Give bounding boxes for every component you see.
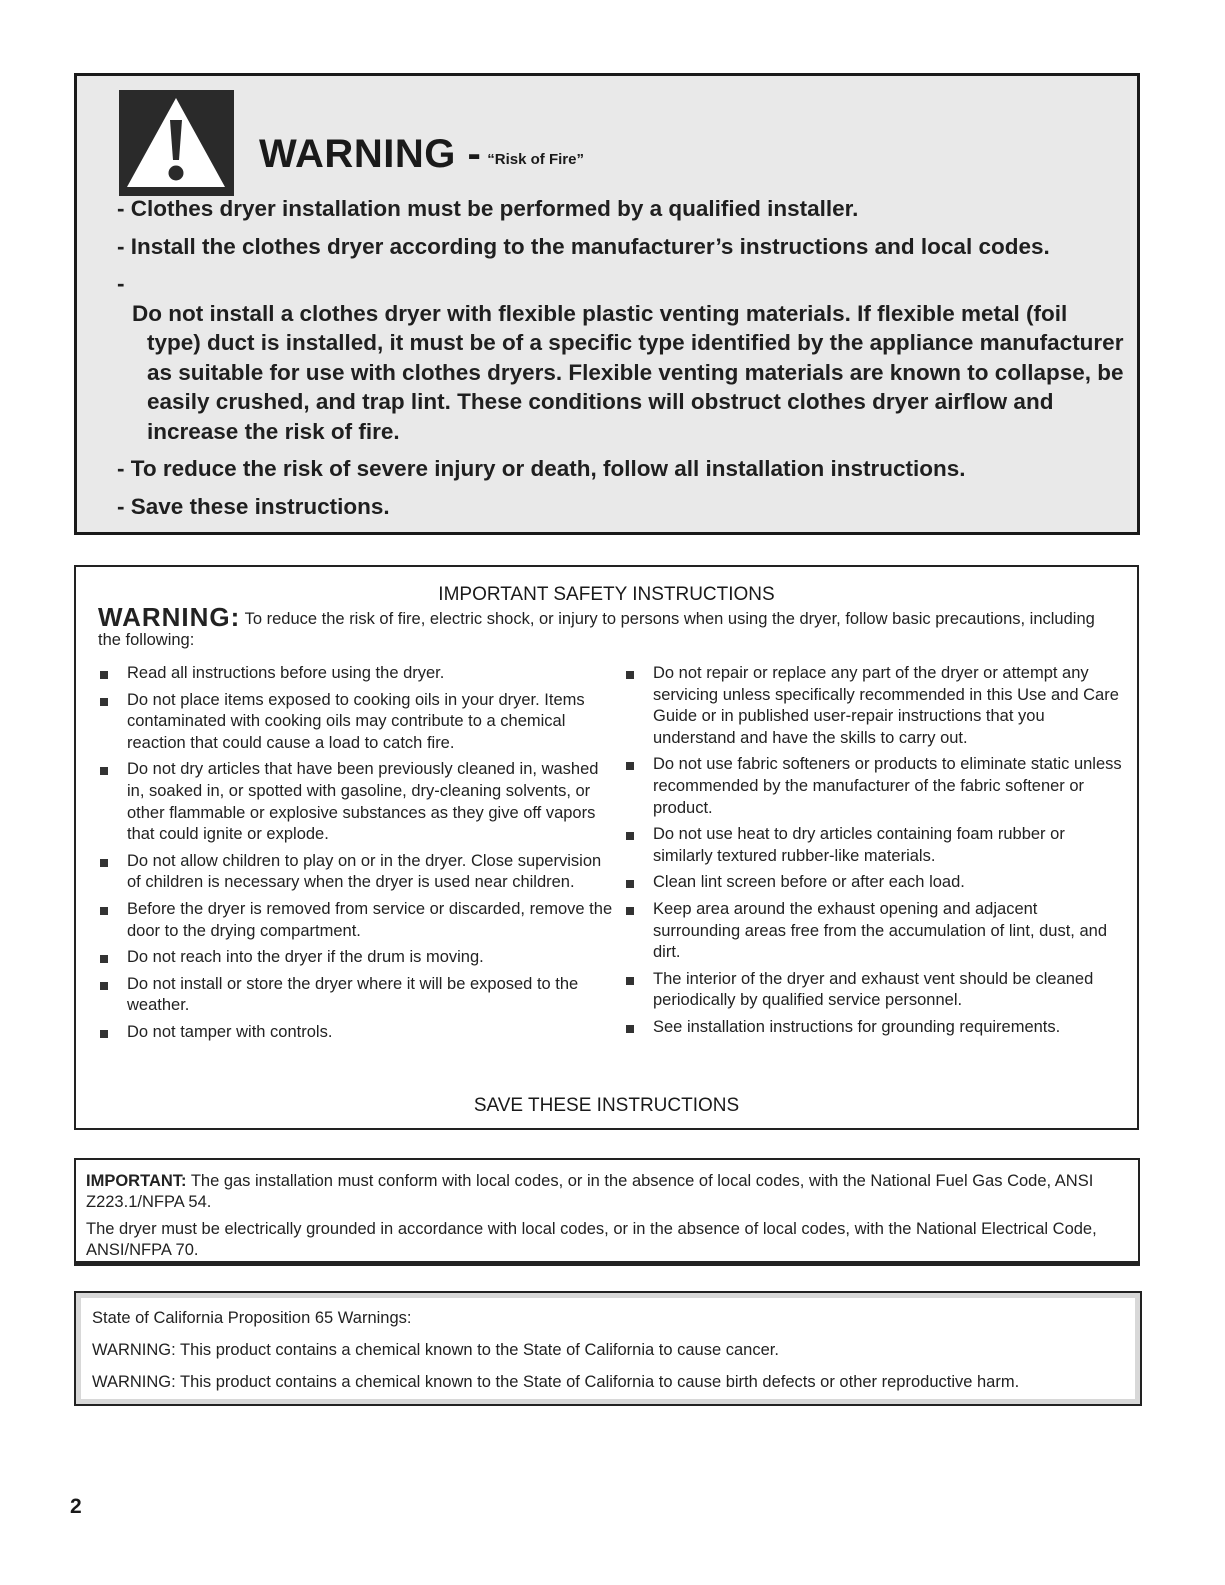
list-item (624, 754, 1124, 819)
list-item (624, 824, 1124, 867)
square-bullet-icon (626, 671, 634, 679)
list-item-text: The interior of the dryer and exhaust vent should be cleaned periodically by qualified service personnel. (653, 969, 1094, 1010)
fire-warning-item (117, 269, 1127, 446)
square-bullet-icon (626, 907, 634, 915)
item-text: Do not install a clothes dryer with flexible plastic venting materials. If flexible metal (foil type) duct is installed, it must be of a specific type identified by the appliance manufacturer as suitable for use with clothes dryers. Flexible venting materials are known to collapse, be easily crushed, and trap lint. These conditions will obstruct clothes dryer airflow and increase the risk of fire. (132, 300, 1124, 444)
item-text: Install the clothes dryer according to the manufacturer’s instructions and local codes. (130, 233, 1050, 259)
warning-word: WARNING: (98, 602, 241, 632)
square-bullet-icon (100, 955, 108, 963)
list-item-text: Do not repair or replace any part of the dryer or attempt any servicing unless specifically recommended in this Use and Care Guide or in published user-repair instructions that you understand and have the skills to carry out. (653, 664, 1119, 747)
list-item (98, 663, 618, 685)
item-dash: - (117, 456, 125, 481)
square-bullet-icon (100, 982, 108, 990)
list-item (98, 851, 618, 894)
fire-warning-list (117, 194, 1127, 529)
fire-warning-item (117, 232, 1127, 262)
prop65-warning-cancer: WARNING: This product contains a chemical known to the State of California to cause cancer. (92, 1341, 779, 1359)
fire-warning-item (117, 194, 1127, 224)
fire-warning-item (117, 454, 1127, 484)
list-item (98, 899, 618, 942)
safety-list-right (624, 663, 1124, 1044)
list-item (624, 899, 1124, 964)
grounding-note: The dryer must be electrically grounded in accordance with local codes, or in the absence of local codes, with the National Electrical Code, ANSI/NFPA 70. (86, 1220, 1097, 1259)
list-item (624, 872, 1124, 894)
item-text: To reduce the risk of severe injury or death, follow all installation instructions. (130, 456, 966, 481)
fire-warning-title (259, 132, 584, 177)
list-item-text: See installation instructions for grounding requirements. (653, 1017, 1061, 1036)
square-bullet-icon (100, 859, 108, 867)
prop65-heading: State of California Proposition 65 Warnings: (92, 1309, 412, 1327)
prop65-box (74, 1291, 1142, 1406)
item-dash: - (117, 196, 125, 221)
square-bullet-icon (100, 767, 108, 775)
item-text: Save these instructions. (130, 493, 390, 519)
list-item-text: Clean lint screen before or after each load. (653, 873, 965, 892)
square-bullet-icon (100, 671, 108, 679)
list-item-text: Do not tamper with controls. (127, 1022, 333, 1041)
list-item (624, 1017, 1124, 1039)
square-bullet-icon (100, 907, 108, 915)
list-item-text: Do not allow children to play on or in the dryer. Close supervision of children is necessary when the dryer is used near children. (127, 851, 602, 892)
list-item-text: Read all instructions before using the dryer. (127, 664, 445, 682)
title-separator: - (467, 132, 482, 176)
fire-warning-item (117, 492, 1127, 522)
important-label: IMPORTANT: (86, 1172, 187, 1190)
item-text: Clothes dryer installation must be performed by a qualified installer. (130, 196, 859, 221)
safety-heading: IMPORTANT SAFETY INSTRUCTIONS (438, 584, 775, 605)
list-item-text: Before the dryer is removed from service or discarded, remove the door to the drying compartment. (127, 899, 613, 940)
list-item (98, 759, 618, 845)
gas-installation-note (86, 1171, 1116, 1213)
square-bullet-icon (626, 977, 634, 985)
list-item-text: Do not install or store the dryer where it will be exposed to the weather. (127, 974, 579, 1015)
list-item (624, 663, 1124, 749)
warning-triangle-icon (119, 90, 234, 196)
safety-list-left (98, 663, 618, 1049)
list-item (98, 947, 618, 969)
square-bullet-icon (626, 762, 634, 770)
safety-instructions-box (74, 565, 1139, 1130)
square-bullet-icon (626, 1025, 634, 1033)
fire-warning-subtitle: “Risk of Fire” (487, 151, 584, 168)
square-bullet-icon (626, 832, 634, 840)
list-item-text: Do not reach into the dryer if the drum is moving. (127, 948, 484, 967)
list-item-text: Do not use fabric softeners or products to eliminate static unless recommended by the manufacturer of the fabric softener or product. (653, 755, 1122, 817)
fire-warning-title-text: WARNING (259, 132, 456, 176)
square-bullet-icon (626, 880, 634, 888)
fire-warning-box (74, 73, 1140, 535)
list-item (98, 974, 618, 1017)
list-item-text: Do not dry articles that have been previously cleaned in, washed in, soaked in, or spotted with gasoline, dry-cleaning solvents, or other flammable or explosive substances as they give off vapors that could ignite or explode. (127, 760, 599, 844)
list-item (98, 1022, 618, 1044)
square-bullet-icon (100, 1030, 108, 1038)
square-bullet-icon (100, 698, 108, 706)
warning-text: To reduce the risk of fire, electric shock, or injury to persons when using the dryer, follow basic precautions, including the following: (98, 610, 1095, 649)
important-notice-box (74, 1158, 1140, 1266)
list-item-text: Do not use heat to dry articles containing foam rubber or similarly textured rubber-like materials. (653, 825, 1065, 865)
list-item (624, 969, 1124, 1012)
item-dash: - (117, 493, 125, 519)
save-instructions-heading: SAVE THESE INSTRUCTIONS (473, 1095, 740, 1116)
list-item-text: Do not place items exposed to cooking oils in your dryer. Items contaminated with cooking oils may contribute to a chemical reaction that could cause a load to catch fire. (127, 690, 585, 752)
list-item-text: Keep area around the exhaust opening and adjacent surrounding areas free from the accumulation of lint, dust, and dirt. (653, 899, 1107, 962)
list-item (98, 690, 618, 755)
gas-installation-text: The gas installation must conform with local codes, or in the absence of local codes, with the National Fuel Gas Code, ANSI Z223.1/NFPA 54. (86, 1172, 1094, 1211)
safety-warning-paragraph (98, 604, 1118, 651)
item-dash: - (117, 233, 125, 259)
prop65-warning-reproductive: WARNING: This product contains a chemical known to the State of California to cause birth defects or other reproductive harm. (92, 1373, 1020, 1391)
item-dash: - (117, 271, 125, 296)
page-number: 2 (70, 1495, 82, 1518)
